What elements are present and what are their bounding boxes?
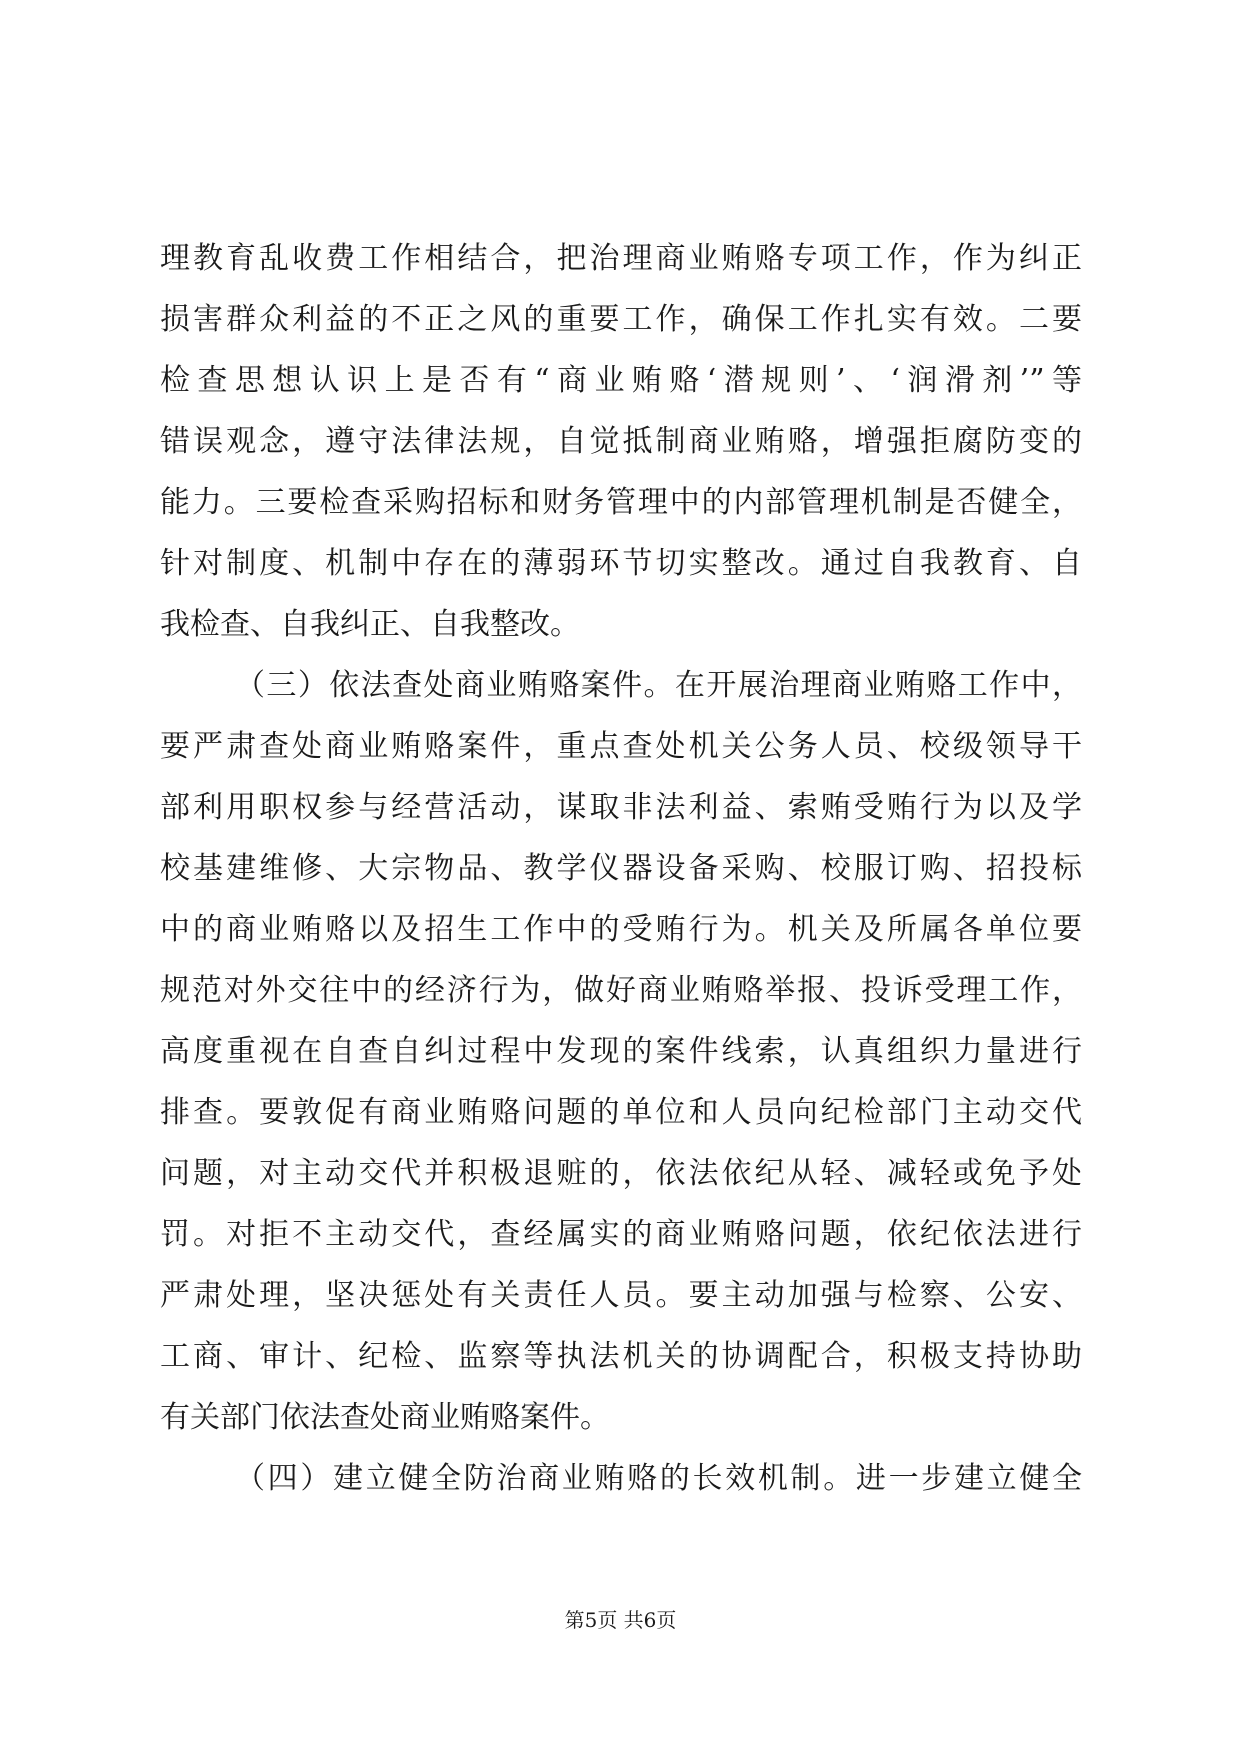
text-line: 罚。对拒不主动交代，查经属实的商业贿赂问题，依纪依法进行 — [160, 1217, 1082, 1252]
text-line: 能力。三要检查采购招标和财务管理中的内部管理机制是否健全， — [160, 485, 1082, 520]
section-heading-line: （四）建立健全防治商业贿赂的长效机制。进一步建立健全 — [235, 1461, 1082, 1496]
text-line: 中的商业贿赂以及招生工作中的受贿行为。机关及所属各单位要 — [160, 912, 1082, 947]
text-line: 检查思想认识上是否有“商业贿赂‘潜规则’、‘润滑剂’”等 — [160, 363, 1082, 398]
text-line: 我检查、自我纠正、自我整改。 — [160, 607, 580, 642]
page-number-footer: 第5页 共6页 — [564, 1608, 677, 1632]
text-line: 规范对外交往中的经济行为，做好商业贿赂举报、投诉受理工作， — [160, 973, 1082, 1008]
text-line: 高度重视在自查自纠过程中发现的案件线索，认真组织力量进行 — [160, 1034, 1082, 1069]
text-line: 工商、审计、纪检、监察等执法机关的协调配合，积极支持协助 — [160, 1339, 1082, 1374]
text-line: 理教育乱收费工作相结合，把治理商业贿赂专项工作，作为纠正 — [160, 241, 1082, 276]
text-line: 排查。要敦促有商业贿赂问题的单位和人员向纪检部门主动交代 — [160, 1095, 1082, 1130]
text-line: 要严肃查处商业贿赂案件，重点查处机关公务人员、校级领导干 — [160, 729, 1082, 764]
text-line: 错误观念，遵守法律法规，自觉抵制商业贿赂，增强拒腐防变的 — [160, 424, 1082, 459]
text-line: 严肃处理，坚决惩处有关责任人员。要主动加强与检察、公安、 — [160, 1278, 1082, 1313]
text-line: 问题，对主动交代并积极退赃的，依法依纪从轻、减轻或免予处 — [160, 1156, 1082, 1191]
section-heading-line: （三）依法查处商业贿赂案件。在开展治理商业贿赂工作中， — [235, 668, 1082, 703]
text-line: 部利用职权参与经营活动，谋取非法利益、索贿受贿行为以及学 — [160, 790, 1082, 825]
body-text — [160, 228, 1082, 1509]
text-line: 针对制度、机制中存在的薄弱环节切实整改。通过自我教育、自 — [160, 546, 1082, 581]
text-line: 校基建维修、大宗物品、教学仪器设备采购、校服订购、招投标 — [160, 851, 1082, 886]
text-line: 损害群众利益的不正之风的重要工作，确保工作扎实有效。二要 — [160, 302, 1082, 337]
text-line: 有关部门依法查处商业贿赂案件。 — [160, 1400, 610, 1435]
